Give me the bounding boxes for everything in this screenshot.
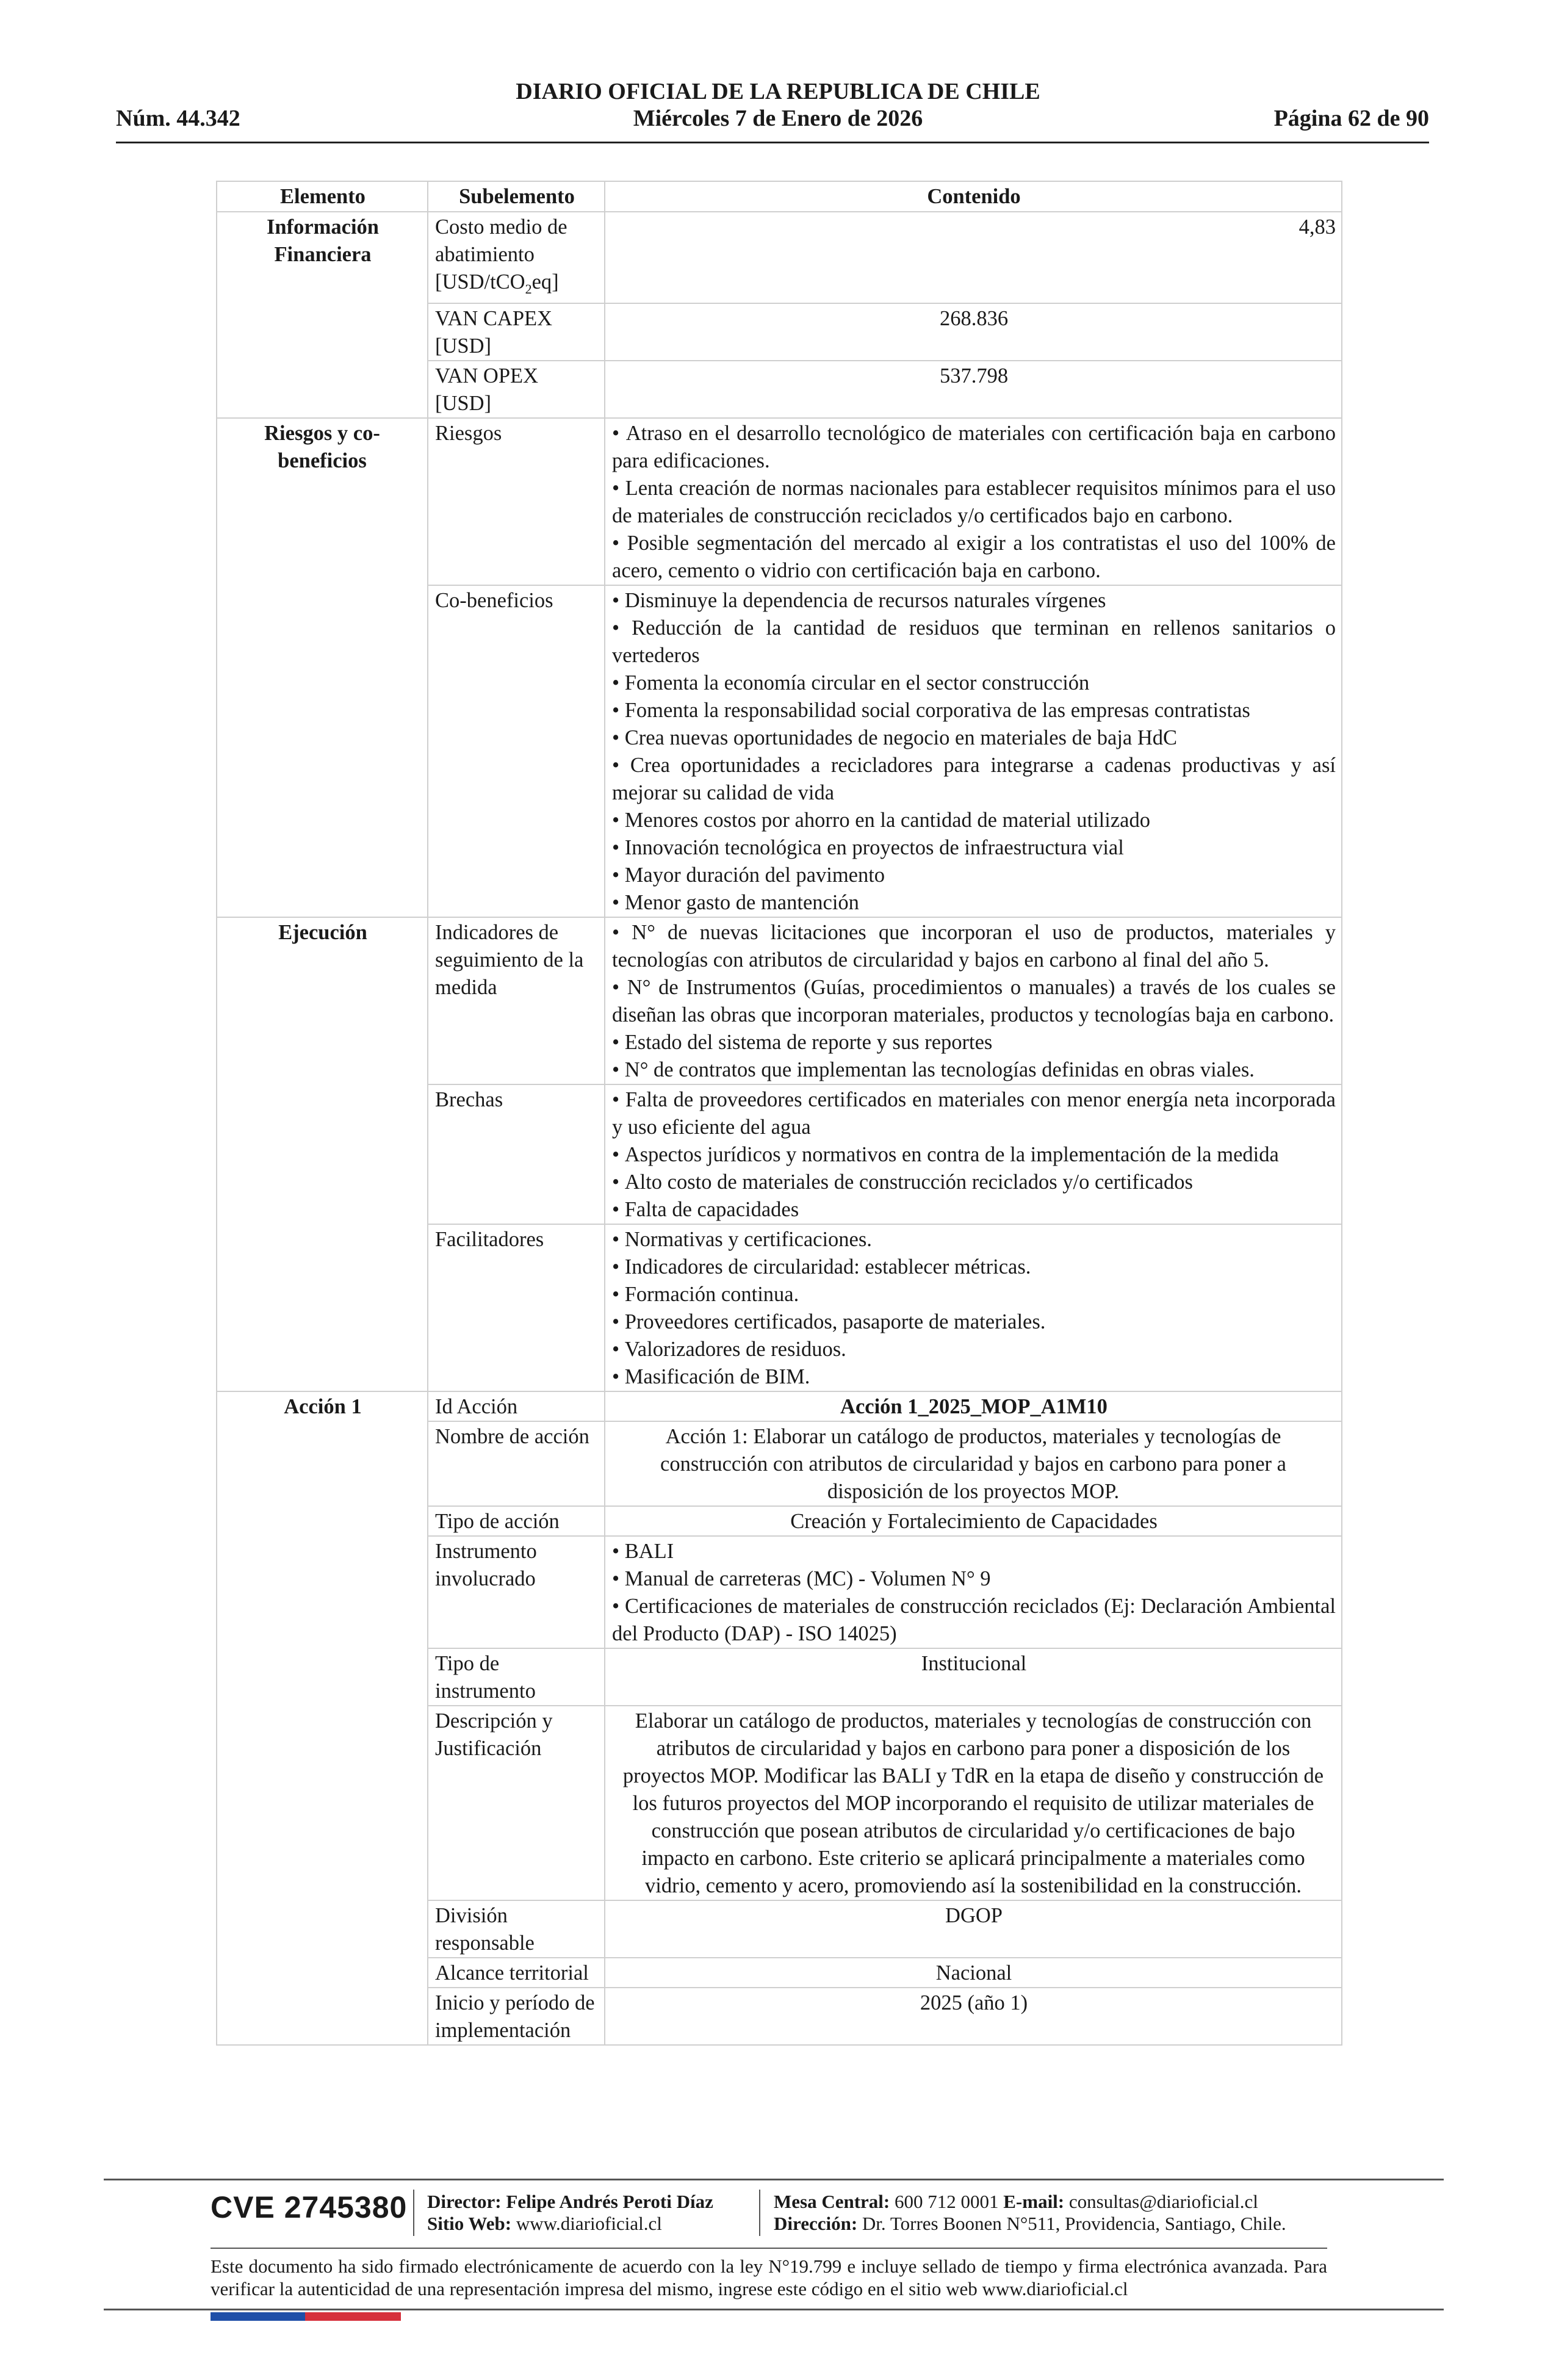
- sub-brechas: Brechas: [428, 1084, 605, 1224]
- page-number: Página 62 de 90: [1273, 106, 1429, 131]
- list-item: • Crea nuevas oportunidades de negocio en materiales de baja HdC: [612, 724, 1336, 752]
- list-item: • Proveedores certificados, pasaporte de materiales.: [612, 1308, 1336, 1336]
- element-financiera: Información Financiera: [217, 212, 428, 303]
- list-item: • Menores costos por ahorro en la cantidad de material utilizado: [612, 807, 1336, 834]
- direccion-label: Dirección:: [774, 2213, 858, 2234]
- list-item: • Alto costo de materiales de construcción reciclados y/o certificados: [612, 1169, 1336, 1196]
- list-item: • Mayor duración del pavimento: [612, 862, 1336, 889]
- issue-number: Núm. 44.342: [116, 106, 240, 131]
- sub-alcance: Alcance territorial: [428, 1958, 605, 1988]
- sub-inicio: Inicio y período de implementación: [428, 1988, 605, 2045]
- sub-van-capex: VAN CAPEX [USD]: [428, 303, 605, 361]
- table-row: [217, 418, 1342, 585]
- value-inicio: 2025 (año 1): [605, 1988, 1342, 2045]
- sub-costo-medio: Costo medio de abatimiento [USD/tCO$_2$eq]: [428, 212, 605, 303]
- list-item: • Fomenta la economía circular en el sector construcción: [612, 669, 1336, 697]
- flag-red-stripe: [305, 2312, 401, 2321]
- table-row: [217, 1391, 1342, 1421]
- header-rule: [116, 142, 1429, 143]
- mesa-phone: 600 712 0001: [895, 2191, 999, 2212]
- value-tipo-accion: Creación y Fortalecimiento de Capacidades: [605, 1506, 1342, 1536]
- sub-riesgos: Riesgos: [428, 418, 605, 585]
- sub-instrumento: Instrumento involucrado: [428, 1536, 605, 1648]
- table-row: [217, 1900, 1342, 1958]
- director-name: Felipe Andrés Peroti Díaz: [506, 2191, 713, 2212]
- value-indicadores: [605, 917, 1342, 1084]
- list-item: • Falta de capacidades: [612, 1196, 1336, 1224]
- sub-division: División responsable: [428, 1900, 605, 1958]
- value-alcance: Nacional: [605, 1958, 1342, 1988]
- value-cobeneficios: [605, 585, 1342, 917]
- element-accion-1: Acción 1: [217, 1391, 428, 1421]
- flag-blue-stripe: [211, 2312, 305, 2321]
- list-item: • Lenta creación de normas nacionales para establecer requisitos mínimos para el uso de materiales de construcción reciclados y/o certificados bajo en carbono.: [612, 475, 1336, 530]
- table-row: [217, 1648, 1342, 1706]
- table-row: [217, 303, 1342, 361]
- list-item: • Manual de carreteras (MC) - Volumen N° 9: [612, 1565, 1336, 1593]
- footer-rule-middle: [211, 2248, 1327, 2249]
- footer-director-block: [427, 2191, 713, 2235]
- value-van-opex: 537.798: [605, 361, 1342, 418]
- mesa-label: Mesa Central:: [774, 2191, 890, 2212]
- table-row: [217, 1506, 1342, 1536]
- sitio-label: Sitio Web:: [427, 2213, 512, 2234]
- value-costo-medio: 4,83: [605, 212, 1342, 303]
- indicadores-list: [612, 919, 1336, 1084]
- table-row: [217, 212, 1342, 303]
- sub-id-accion: Id Acción: [428, 1391, 605, 1421]
- instrumento-list: [612, 1538, 1336, 1648]
- value-instrumento: [605, 1536, 1342, 1648]
- value-nombre-accion: Acción 1: Elaborar un catálogo de productos, materiales y tecnologías de construcción con atributos de circularidad y bajos en carbono para poner a disposición de los proyectos MOP.: [605, 1421, 1342, 1506]
- table-row: [217, 1084, 1342, 1224]
- table-row: [217, 1706, 1342, 1900]
- value-id-accion: Acción 1_2025_MOP_A1M10: [605, 1391, 1342, 1421]
- list-item: • Falta de proveedores certificados en materiales con menor energía neta incorporada y uso eficiente del agua: [612, 1086, 1336, 1141]
- list-item: • Atraso en el desarrollo tecnológico de materiales con certificación baja en carbono para edificaciones.: [612, 420, 1336, 475]
- table-row: [217, 1224, 1342, 1391]
- list-item: • Indicadores de circularidad: establecer métricas.: [612, 1253, 1336, 1281]
- list-item: • Aspectos jurídicos y normativos en contra de la implementación de la medida: [612, 1141, 1336, 1169]
- issue-date: Miércoles 7 de Enero de 2026: [633, 106, 923, 131]
- measure-table: [216, 181, 1342, 2046]
- element-ejecucion: Ejecución: [217, 917, 428, 1084]
- sitio-link[interactable]: www.diarioficial.cl: [516, 2213, 662, 2234]
- list-item: • Fomenta la responsabilidad social corporativa de las empresas contratistas: [612, 697, 1336, 724]
- value-tipo-instrumento: Institucional: [605, 1648, 1342, 1706]
- table-row: [217, 1988, 1342, 2045]
- value-brechas: [605, 1084, 1342, 1224]
- table-header-row: [217, 181, 1342, 212]
- director-label: Director:: [427, 2191, 502, 2212]
- list-item: • Reducción de la cantidad de residuos que terminan en rellenos sanitarios o vertederos: [612, 615, 1336, 669]
- email-label: E-mail:: [1003, 2191, 1065, 2212]
- table-row: [217, 1421, 1342, 1506]
- footer-rule-bottom: [104, 2309, 1444, 2310]
- sub-indicadores: Indicadores de seguimiento de la medida: [428, 917, 605, 1084]
- list-item: • Innovación tecnológica en proyectos de infraestructura vial: [612, 834, 1336, 862]
- table-row: [217, 361, 1342, 418]
- table-row: [217, 1958, 1342, 1988]
- list-item: • Crea oportunidades a recicladores para integrarse a cadenas productivas y así mejorar su calidad de vida: [612, 752, 1336, 807]
- sub-tipo-accion: Tipo de acción: [428, 1506, 605, 1536]
- list-item: • Certificaciones de materiales de construcción reciclados (Ej: Declaración Ambiental del Producto (DAP) - ISO 14025): [612, 1593, 1336, 1648]
- direccion-value: Dr. Torres Boonen N°511, Providencia, Santiago, Chile.: [862, 2213, 1286, 2234]
- facilitadores-list: [612, 1226, 1336, 1391]
- footer-rule-top: [104, 2179, 1444, 2180]
- value-facilitadores: [605, 1224, 1342, 1391]
- value-van-capex: 268.836: [605, 303, 1342, 361]
- table-row: [217, 1536, 1342, 1648]
- list-item: • N° de nuevas licitaciones que incorporan el uso de productos, materiales y tecnologías con atributos de circularidad y bajos en carbono al final del año 5.: [612, 919, 1336, 974]
- cve-code: CVE 2745380: [211, 2190, 408, 2224]
- brechas-list: [612, 1086, 1336, 1224]
- sub-cobeneficios: Co-beneficios: [428, 585, 605, 917]
- list-item: • BALI: [612, 1538, 1336, 1565]
- list-item: • N° de Instrumentos (Guías, procedimientos o manuales) a través de los cuales se diseñan las obras que incorporan materiales, productos y tecnologías baja en carbono.: [612, 974, 1336, 1029]
- value-division: DGOP: [605, 1900, 1342, 1958]
- list-item: • Posible segmentación del mercado al exigir a los contratistas el uso del 100% de acero, cemento o vidrio con certificación baja en carbono.: [612, 530, 1336, 585]
- list-item: • Estado del sistema de reporte y sus reportes: [612, 1029, 1336, 1056]
- value-descripcion: Elaborar un catálogo de productos, materiales y tecnologías de construcción con atributos de circularidad y bajos en carbono para poner a disposición de los proyectos MOP. Modificar las BALI y TdR en la etapa de diseño y construcción de los futuros proyectos del MOP incorporando el requisito de utilizar materiales de construcción que posean atributos de circularidad y/o certificaciones de bajo impacto en carbono. Este criterio se aplicará principalmente a materiales como vidrio, cemento y acero, promoviendo así la sostenibilidad en la construcción.: [605, 1706, 1342, 1900]
- gazette-title: DIARIO OFICIAL DE LA REPUBLICA DE CHILE: [516, 79, 1040, 104]
- list-item: • Valorizadores de residuos.: [612, 1336, 1336, 1363]
- list-item: • Menor gasto de mantención: [612, 889, 1336, 917]
- cobeneficios-list: [612, 587, 1336, 917]
- table-row: [217, 917, 1342, 1084]
- list-item: • N° de contratos que implementan las tecnologías definidas en obras viales.: [612, 1056, 1336, 1084]
- list-item: • Masificación de BIM.: [612, 1363, 1336, 1391]
- footer-separator: [759, 2190, 760, 2236]
- sub-van-opex: VAN OPEX [USD]: [428, 361, 605, 418]
- header-contenido: Contenido: [605, 181, 1342, 212]
- header-elemento: Elemento: [217, 181, 428, 212]
- sub-tipo-instrumento: Tipo de instrumento: [428, 1648, 605, 1706]
- signature-note: Este documento ha sido firmado electrónicamente de acuerdo con la ley N°19.799 e incluye sellado de tiempo y firma electrónica avanzada. Para verificar la autenticidad de una representación impresa del mismo, ingrese este código en el sitio web www.diarioficial.cl: [211, 2256, 1327, 2299]
- email-link[interactable]: consultas@diarioficial.cl: [1068, 2191, 1258, 2212]
- list-item: • Normativas y certificaciones.: [612, 1226, 1336, 1253]
- value-riesgos: [605, 418, 1342, 585]
- footer-separator: [413, 2190, 414, 2236]
- element-riesgos: Riesgos y co-beneficios: [217, 418, 428, 585]
- list-item: • Formación continua.: [612, 1281, 1336, 1308]
- header-subelemento: Subelemento: [428, 181, 605, 212]
- riesgos-list: [612, 420, 1336, 585]
- sub-descripcion: Descripción y Justificación: [428, 1706, 605, 1900]
- table-row: [217, 585, 1342, 917]
- sub-facilitadores: Facilitadores: [428, 1224, 605, 1391]
- list-item: • Disminuye la dependencia de recursos naturales vírgenes: [612, 587, 1336, 615]
- sub-nombre-accion: Nombre de acción: [428, 1421, 605, 1506]
- footer-contact-block: [774, 2191, 1286, 2235]
